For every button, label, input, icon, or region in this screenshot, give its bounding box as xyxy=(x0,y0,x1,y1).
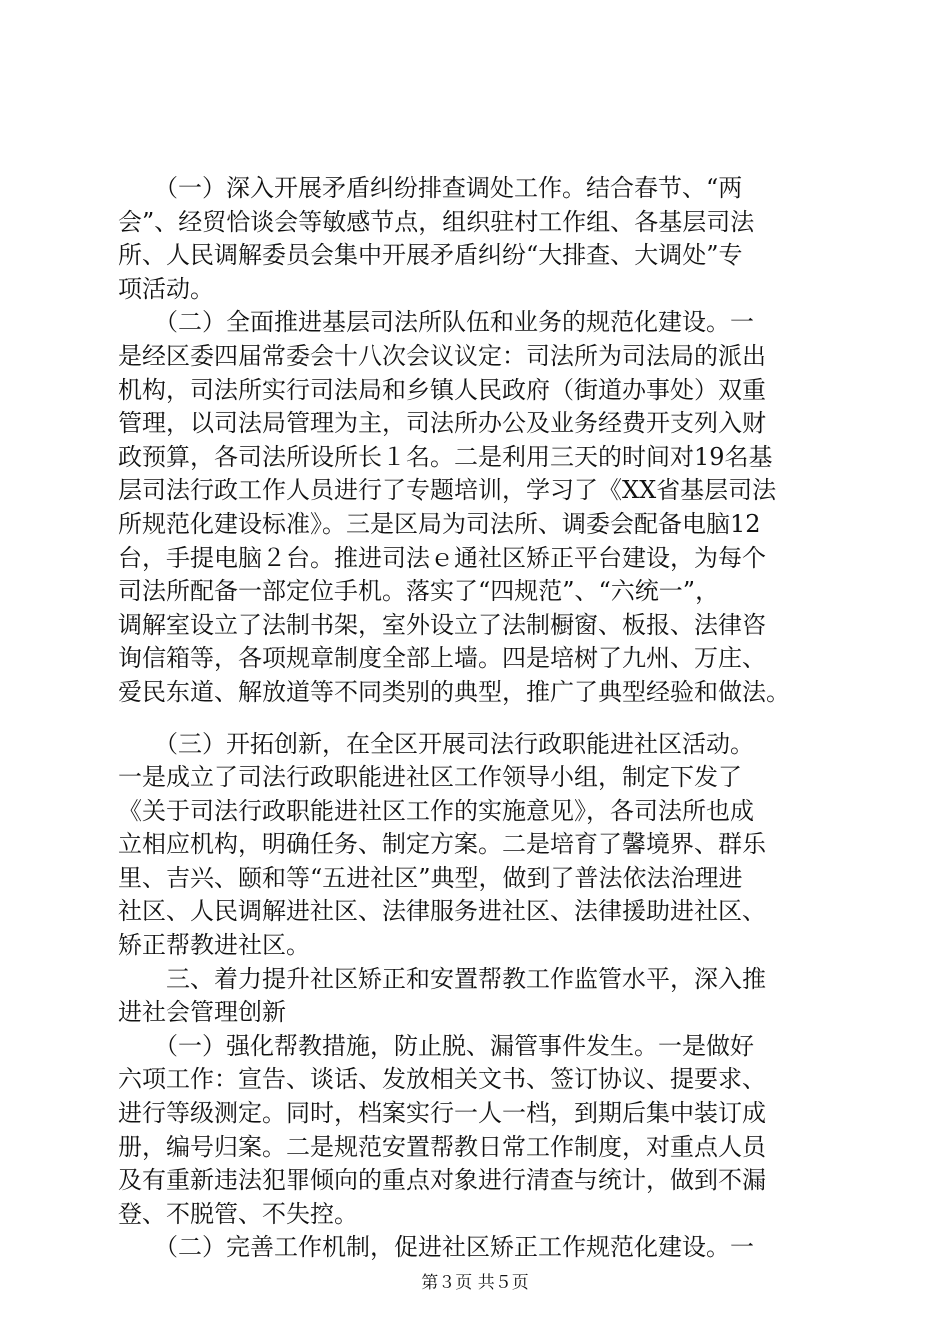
text-line: 台，手提电脑２台。推进司法ｅ通社区矫正平台建设，为每个 xyxy=(118,543,766,572)
text-line: 六项工作：宣告、谈话、发放相关文书、签订协议、提要求、 xyxy=(118,1065,766,1094)
text-line: （一）深入开展矛盾纠纷排查调处工作。结合春节、“两 xyxy=(118,174,743,202)
text-line: 立相应机构，明确任务、制定方案。二是培育了馨境界、群乐 xyxy=(118,830,766,859)
text-line: 册，编号归案。二是规范安置帮教日常工作制度，对重点人员 xyxy=(118,1132,766,1161)
text-line: 所、人民调解委员会集中开展矛盾纠纷“大排查、大调处”专 xyxy=(118,241,743,270)
text-line: （二）完善工作机制，促进社区矫正工作规范化建设。一 xyxy=(118,1233,754,1262)
document-body xyxy=(118,172,843,1265)
text-line: 《关于司法行政职能进社区工作的实施意见》，各司法所也成 xyxy=(118,796,754,825)
text-line: 会”、经贸恰谈会等敏感节点，组织驻村工作组、各基层司法 xyxy=(118,207,755,236)
text-line: 爱民东道、解放道等不同类别的典型，推广了典型经验和做法。 xyxy=(118,677,790,706)
text-line: 项活动。 xyxy=(118,274,214,303)
text-line: （二）全面推进基层司法所队伍和业务的规范化建设。一 xyxy=(118,308,754,337)
text-line: 层司法行政工作人员进行了专题培训，学习了《XX省基层司法 xyxy=(118,476,777,505)
text-line: 询信箱等，各项规章制度全部上墙。四是培树了九州、万庄、 xyxy=(118,644,766,673)
text-line: 里、吉兴、颐和等“五进社区”典型，做到了普法依法治理进 xyxy=(118,863,743,892)
text-line: 所规范化建设标准》。三是区局为司法所、调委会配备电脑12 xyxy=(118,509,761,538)
text-line: 司法所配备一部定位手机。落实了“四规范”、“六统一”， xyxy=(118,577,720,606)
text-line: 及有重新违法犯罪倾向的重点对象进行清查与统计，做到不漏 xyxy=(118,1166,766,1195)
text-line: 社区、人民调解进社区、法律服务进社区、法律援助进社区、 xyxy=(118,897,766,926)
text-line: 一是成立了司法行政职能进社区工作领导小组，制定下发了 xyxy=(118,763,742,792)
paragraph-gap xyxy=(118,710,843,728)
text-line: 进行等级测定。同时，档案实行一人一档，到期后集中装订成 xyxy=(118,1099,766,1128)
text-line: （一）强化帮教措施，防止脱、漏管事件发生。一是做好 xyxy=(118,1031,754,1060)
section-heading-line: 三、着力提升社区矫正和安置帮教工作监管水平，深入推 xyxy=(118,964,766,993)
text-line: 矫正帮教进社区。 xyxy=(118,931,310,960)
text-line: 机构，司法所实行司法局和乡镇人民政府（街道办事处）双重 xyxy=(118,375,766,404)
text-line: 调解室设立了法制书架，室外设立了法制橱窗、板报、法律咨 xyxy=(118,610,766,639)
text-line: 政预算，各司法所设所长１名。二是利用三天的时间对19名基 xyxy=(118,442,773,471)
section-heading-line: 进社会管理创新 xyxy=(118,998,286,1027)
text-line: （三）开拓创新，在全区开展司法行政职能进社区活动。 xyxy=(118,729,754,758)
page-number-footer: 第３页 共５页 xyxy=(421,1273,529,1293)
text-line: 登、不脱管、不失控。 xyxy=(118,1199,358,1228)
text-line: 管理，以司法局管理为主，司法所办公及业务经费开支列入财 xyxy=(118,409,766,438)
text-line: 是经区委四届常委会十八次会议议定：司法所为司法局的派出 xyxy=(118,341,766,370)
